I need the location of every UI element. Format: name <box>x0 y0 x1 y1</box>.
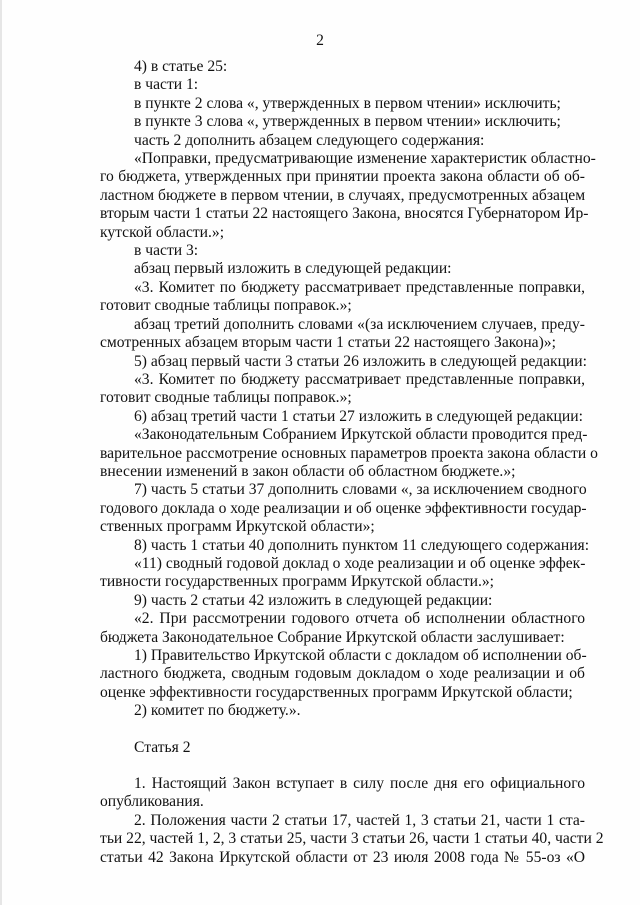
paragraph-third-abzac <box>100 316 585 353</box>
paragraph-point-2 <box>100 95 585 113</box>
text-line: 9) часть 2 статьи 42 изложить в следующей редакции: <box>134 591 493 609</box>
quote-committee-1 <box>100 279 585 316</box>
text-line: Статья 2 <box>134 738 191 756</box>
text-line: внесении изменений в закон области об областном бюджете.»; <box>100 462 516 480</box>
text-line: 4) в статье 25: <box>134 58 228 75</box>
list-item-7 <box>100 481 585 536</box>
article-2-heading <box>100 739 585 757</box>
text-line: «Поправки, предусматривающие изменение характеристик областно- <box>134 150 596 168</box>
list-item-5 <box>100 353 585 371</box>
text-line: в пункте 3 слова «, утвержденных в первом чтении» исключить; <box>134 113 561 131</box>
text-line: тивности государственных программ Иркутской области.»; <box>100 573 495 591</box>
quote-committee-2 <box>100 371 585 408</box>
text-line: в пункте 2 слова «, утвержденных в первом чтении» исключить; <box>134 94 561 112</box>
spacer <box>100 757 585 775</box>
text-line: 7) часть 5 статьи 37 дополнить словами «, за исключением сводного <box>134 481 587 499</box>
text-line: смотренных абзацем вторым части 1 статьи 22 настоящего Закона)»; <box>100 334 556 352</box>
list-item-6 <box>100 408 585 426</box>
paragraph-part-3 <box>100 242 585 260</box>
text-line: готовит сводные таблицы поправок.»; <box>100 389 352 407</box>
text-line: вторым части 1 статьи 22 настоящего Закона, вносятся Губернатором Ир- <box>100 205 589 223</box>
list-item-8 <box>100 536 590 555</box>
paragraph-part-1 <box>100 76 585 94</box>
text-line: 2. Положения части 2 статьи 17, частей 1, 3 статьи 21, части 1 ста- <box>134 811 585 829</box>
text-line: абзац первый изложить в следующей редакции: <box>134 260 452 278</box>
text-line: 5) абзац первый части 3 статьи 26 изложить в следующей редакции: <box>134 352 587 370</box>
text-line: 8) часть 1 статьи 40 дополнить пунктом 11 следующего содержания: <box>134 536 590 554</box>
article-2-clause-2 <box>100 811 604 867</box>
quote-amendments <box>100 150 596 242</box>
list-item-4 <box>100 58 585 76</box>
text-line: варительное рассмотрение основных параметров проекта закона области о <box>100 444 598 462</box>
paragraph-first-abzac <box>100 260 585 278</box>
sublist-item-2 <box>100 702 585 720</box>
text-line: бюджета Законодательное Собрание Иркутской области заслушивает: <box>100 628 565 646</box>
text-line: 6) абзац третий части 1 статьи 27 изложить в следующей редакции: <box>134 407 583 425</box>
text-line: часть 2 дополнить абзацем следующего содержания: <box>134 131 485 149</box>
text-line: го бюджета, утвержденных при принятии проекта закона области об об- <box>100 168 585 186</box>
text-line: опубликования. <box>100 793 204 811</box>
quote-annual-report <box>100 610 585 647</box>
text-line: годового доклада о ходе реализации и об оценке эффективности государ- <box>100 499 587 517</box>
text-line: «Законодательным Собранием Иркутской области проводится пред- <box>134 426 588 444</box>
list-item-9 <box>100 592 585 610</box>
text-line: кутской области.»; <box>100 223 225 241</box>
text-line: ственных программ Иркутской области»; <box>100 518 375 536</box>
document-body <box>100 58 604 867</box>
paragraph-part-2 <box>100 132 585 150</box>
text-line: «2. При рассмотрении годового отчета об исполнении областного <box>134 610 585 628</box>
text-line: статьи 42 Закона Иркутской области от 23 июля 2008 года № 55-оз «О <box>100 848 585 866</box>
text-line: 1. Настоящий Закон вступает в силу после дня его официального <box>134 775 585 793</box>
page-edge-shadow <box>0 0 2 905</box>
text-line: готовит сводные таблицы поправок.»; <box>100 297 352 315</box>
text-line: 1) Правительство Иркутской области с докладом об исполнении об- <box>134 647 587 664</box>
quote-point-11 <box>100 555 585 592</box>
text-line: в части 1: <box>134 76 199 94</box>
text-line: «3. Комитет по бюджету рассматривает представленные поправки, <box>134 370 585 388</box>
text-line: в части 3: <box>134 242 199 260</box>
text-line: «11) сводный годовой доклад о ходе реализации и об оценке эффек- <box>134 554 586 572</box>
sublist-item-1 <box>100 647 585 702</box>
text-line: ластного бюджета, сводным годовым докладом о ходе реализации и об <box>100 665 585 683</box>
paragraph-point-3 <box>100 113 585 131</box>
text-line: абзац третий дополнить словами «(за исключением случаев, преду- <box>134 315 585 333</box>
text-line: оценке эффективности государственных программ Иркутской области; <box>100 683 573 701</box>
text-line: «3. Комитет по бюджету рассматривает представленные поправки, <box>134 278 585 296</box>
article-2-clause-1 <box>100 775 585 812</box>
text-line: 2) комитет по бюджету.». <box>134 702 301 720</box>
spacer <box>100 721 585 739</box>
page-number: 2 <box>316 32 324 49</box>
quote-legislative-assembly <box>100 426 598 481</box>
text-line: ластном бюджете в первом чтении, в случаях, предусмотренных абзацем <box>100 186 586 204</box>
text-line: тьи 22, частей 1, 2, 3 статьи 25, части 3 статьи 26, части 1 статьи 40, части 2 <box>100 830 604 848</box>
